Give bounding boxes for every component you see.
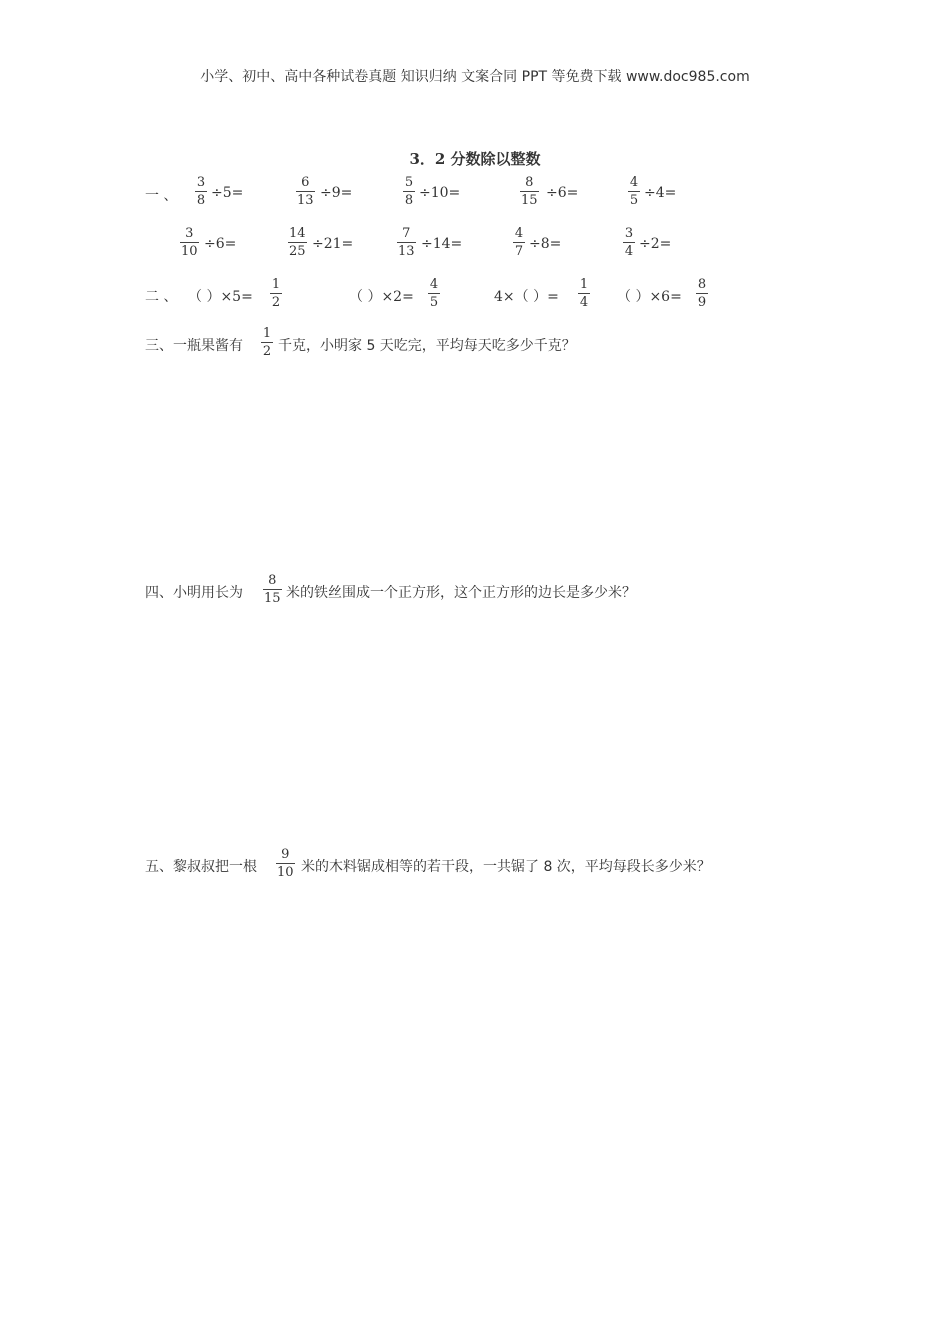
- blank-expression: （ ）×5=: [188, 289, 253, 305]
- question3-text-post: 千克，小明家 5 天吃完，平均每天吃多少千克？: [278, 338, 576, 354]
- fraction: 5 8: [404, 175, 414, 208]
- fraction: 8 15: [264, 573, 281, 606]
- section1-label: 一 、: [145, 188, 178, 204]
- operation: ÷6=: [546, 185, 579, 201]
- fraction: 1 2: [271, 277, 281, 310]
- operation: ÷14=: [421, 236, 463, 252]
- operation: ÷9=: [320, 185, 353, 201]
- operation: ÷2=: [639, 236, 672, 252]
- fraction: 1 4: [579, 277, 589, 310]
- question5-text-post: 米的木料锯成相等的若干段，一共锯了 8 次，平均每段长多少米？: [301, 859, 711, 875]
- operation: ÷4=: [644, 185, 677, 201]
- question4-text-post: 米的铁丝围成一个正方形，这个正方形的边长是多少米？: [286, 585, 636, 601]
- blank-expression: （ ）×6=: [617, 289, 682, 305]
- fraction: 3 4: [624, 226, 634, 259]
- operation: ÷10=: [419, 185, 461, 201]
- fraction: 6 13: [297, 175, 314, 208]
- question5-text-pre: 五、黎叔叔把一根: [145, 859, 257, 875]
- fraction: 3 10: [181, 226, 198, 259]
- fraction: 8 15: [521, 175, 538, 208]
- fraction: 14 25: [289, 226, 306, 259]
- page-header: 小学、初中、高中各种试卷真题 知识归纳 文案合同 PPT 等免费下载 www.doc985.com: [200, 69, 750, 85]
- blank-expression: 4×（ ）=: [494, 289, 559, 305]
- fraction: 9 10: [277, 847, 294, 880]
- question4-text-pre: 四、小明用长为: [145, 585, 243, 601]
- fraction: 7 13: [398, 226, 415, 259]
- blank-expression: （ ）×2=: [349, 289, 414, 305]
- operation: ÷5=: [211, 185, 244, 201]
- question3-text-pre: 三、一瓶果酱有: [145, 338, 243, 354]
- page-title: 3．2 分数除以整数: [409, 150, 541, 168]
- operation: ÷8=: [529, 236, 562, 252]
- section2-label: 二 、: [145, 289, 178, 305]
- operation: ÷21=: [312, 236, 354, 252]
- fraction: 1 2: [262, 326, 272, 359]
- fraction: 8 9: [697, 277, 707, 310]
- fraction: 4 5: [629, 175, 639, 208]
- fraction: 3 8: [196, 175, 206, 208]
- fraction: 4 7: [514, 226, 524, 259]
- operation: ÷6=: [204, 236, 237, 252]
- fraction: 4 5: [429, 277, 439, 310]
